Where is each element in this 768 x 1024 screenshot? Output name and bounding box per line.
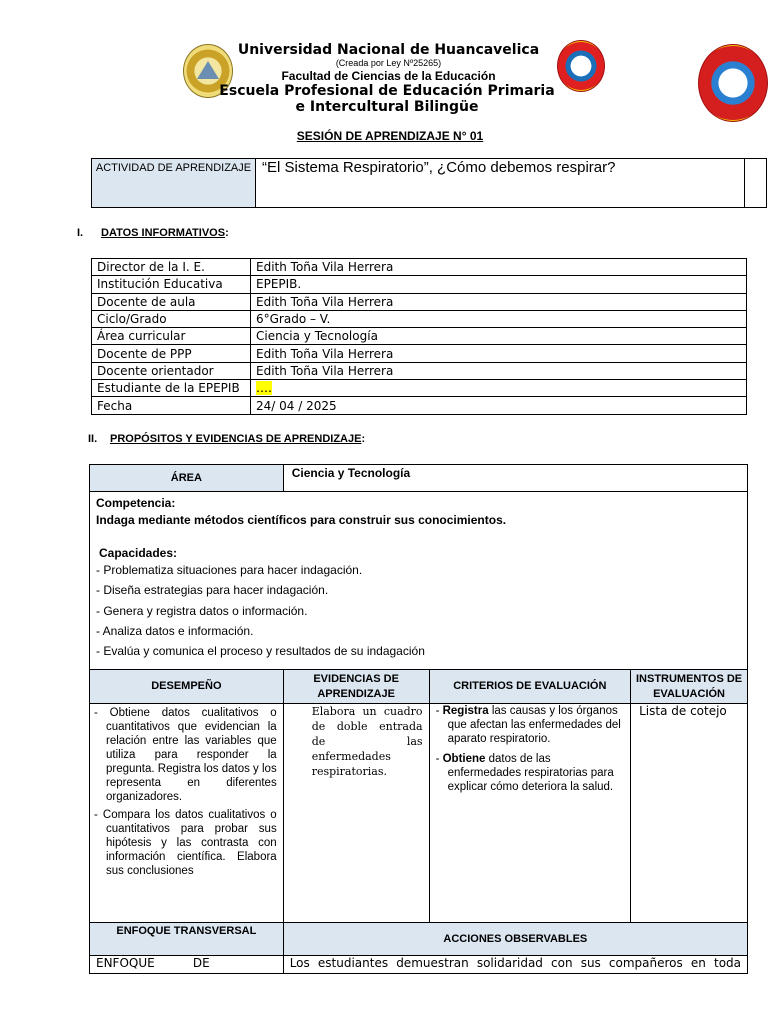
criterio-item: - Obtiene datos de las enfermedades respiratorias para explicar cómo deteriora la salud. bbox=[435, 753, 614, 793]
datos-value: Edith Toña Vila Herrera bbox=[251, 293, 747, 310]
datos-row bbox=[92, 328, 747, 345]
desempeno-item: - Obtiene datos cualitativos o cuantitativos que evidencian la relación entre las variables que utiliza para responder la pregunta. Registra los datos y los representa en diferentes organizadores. bbox=[94, 707, 277, 803]
datos-key: Director de la I. E. bbox=[92, 259, 251, 276]
criterios-cell bbox=[429, 704, 631, 923]
activity-box bbox=[91, 158, 767, 208]
faculty-name: Facultad de Ciencias de la Educación bbox=[281, 69, 496, 83]
criterio-verb: Registra bbox=[442, 705, 489, 717]
instrumentos-header: INSTRUMENTOS DE EVALUACIÓN bbox=[631, 670, 748, 704]
desempeno-header: DESEMPEÑO bbox=[90, 670, 284, 704]
datos-value: Edith Toña Vila Herrera bbox=[251, 345, 747, 362]
evidencias-header: EVIDENCIAS DE APRENDIZAJE bbox=[283, 670, 429, 704]
datos-value: 24/ 04 / 2025 bbox=[251, 397, 747, 414]
capacidad-text: Evalúa y comunica el proceso y resultados de su indagación bbox=[103, 644, 425, 659]
competencia-cell bbox=[90, 492, 748, 670]
capacidad-text: Analiza datos e información. bbox=[102, 623, 254, 638]
session-title: SESIÓN DE APRENDIZAJE N° 01 bbox=[296, 129, 484, 143]
creation-law: (Creada por Ley Nº25265) bbox=[335, 58, 442, 68]
school-name-line2: e Intercultural Bilingüe bbox=[295, 99, 479, 115]
capacidad-item bbox=[96, 624, 741, 644]
university-name: Universidad Nacional de Huancavelica bbox=[237, 42, 540, 58]
datos-informativos-table bbox=[91, 258, 747, 415]
datos-row bbox=[92, 293, 747, 310]
datos-row bbox=[92, 259, 747, 276]
criterio-item: - Registra las causas y los órganos que afectan las enfermedades del aparato respiratorio. bbox=[435, 705, 621, 745]
capacidad-text: Diseña estrategias para hacer indagación. bbox=[103, 583, 329, 598]
criterio-text: datos de las enfermedades respiratorias para explicar cómo deteriora la salud. bbox=[447, 753, 614, 793]
capacidad-item bbox=[96, 644, 741, 664]
competencia-label: Competencia: bbox=[96, 496, 176, 510]
propositos-table bbox=[89, 464, 748, 974]
capacidad-item bbox=[96, 583, 741, 603]
capacidades-label: Capacidades: bbox=[99, 546, 178, 560]
activity-value: “El Sistema Respiratorio”, ¿Cómo debemos respirar? bbox=[262, 159, 616, 176]
criterio-text: las causas y los órganos que afectan las enfermedades del aparato respiratorio. bbox=[447, 705, 621, 745]
datos-key: Área curricular bbox=[92, 328, 251, 345]
datos-key: Docente de aula bbox=[92, 293, 251, 310]
school-seal-logo bbox=[698, 44, 768, 122]
datos-value: Ciencia y Tecnología bbox=[251, 328, 747, 345]
datos-key: Fecha bbox=[92, 397, 251, 414]
capacidades-list bbox=[96, 563, 741, 664]
capacidad-text: Problematiza situaciones para hacer indagación. bbox=[103, 563, 363, 577]
activity-label: ACTIVIDAD DE APRENDIZAJE bbox=[92, 159, 256, 207]
datos-row bbox=[92, 310, 747, 327]
capacidad-item bbox=[96, 604, 741, 624]
area-value: Ciencia y Tecnología bbox=[283, 465, 747, 492]
competencia-text: Indaga mediante métodos científicos para construir sus conocimientos. bbox=[96, 513, 507, 527]
school-name-line1: Escuela Profesional de Educación Primaria bbox=[219, 83, 555, 99]
capacidad-text: Genera y registra datos o información. bbox=[103, 603, 308, 618]
datos-value: Edith Toña Vila Herrera bbox=[251, 259, 747, 276]
datos-value: 6°Grado – V. bbox=[251, 310, 747, 327]
datos-key: Docente orientador bbox=[92, 362, 251, 379]
datos-value: EPEPIB. bbox=[251, 276, 747, 293]
criterio-verb: Obtiene bbox=[442, 753, 486, 765]
datos-key: Docente de PPP bbox=[92, 345, 251, 362]
enfoque-header: ENFOQUE TRANSVERSAL bbox=[90, 923, 284, 956]
capacidad-item bbox=[96, 563, 741, 583]
datos-row bbox=[92, 397, 747, 414]
datos-value: Edith Toña Vila Herrera bbox=[251, 362, 747, 379]
datos-row bbox=[92, 345, 747, 362]
datos-key: Ciclo/Grado bbox=[92, 310, 251, 327]
evidencia-cell: Elabora un cuadro de doble entrada de las enfermedades respiratorias. bbox=[283, 704, 429, 923]
datos-row bbox=[92, 362, 747, 379]
section-2-heading: II. PROPÓSITOS Y EVIDENCIAS DE APRENDIZAJE: bbox=[88, 433, 366, 445]
desempeno-item: - Compara los datos cualitativos o cuantitativos para probar sus hipótesis y las contrasta con información científica. Elabora sus conclusiones bbox=[94, 809, 277, 877]
highlighted-placeholder: …. bbox=[256, 381, 272, 396]
datos-row bbox=[92, 380, 747, 397]
datos-row bbox=[92, 276, 747, 293]
criterios-header: CRITERIOS DE EVALUACIÓN bbox=[429, 670, 631, 704]
acciones-header: ACCIONES OBSERVABLES bbox=[283, 923, 747, 956]
datos-key: Institución Educativa bbox=[92, 276, 251, 293]
desempeno-cell bbox=[90, 704, 284, 923]
datos-key: Estudiante de la EPEPIB bbox=[92, 380, 251, 397]
faculty-seal-logo bbox=[557, 40, 605, 92]
section-1-heading: I. DATOS INFORMATIVOS: bbox=[77, 227, 229, 239]
acciones-value: Los estudiantes demuestran solidaridad con sus compañeros en toda bbox=[283, 956, 747, 974]
enfoque-value: ENFOQUE DE bbox=[90, 956, 284, 974]
datos-value bbox=[251, 380, 747, 397]
instrumento-cell: Lista de cotejo bbox=[631, 704, 748, 923]
area-label: ÁREA bbox=[90, 465, 284, 492]
